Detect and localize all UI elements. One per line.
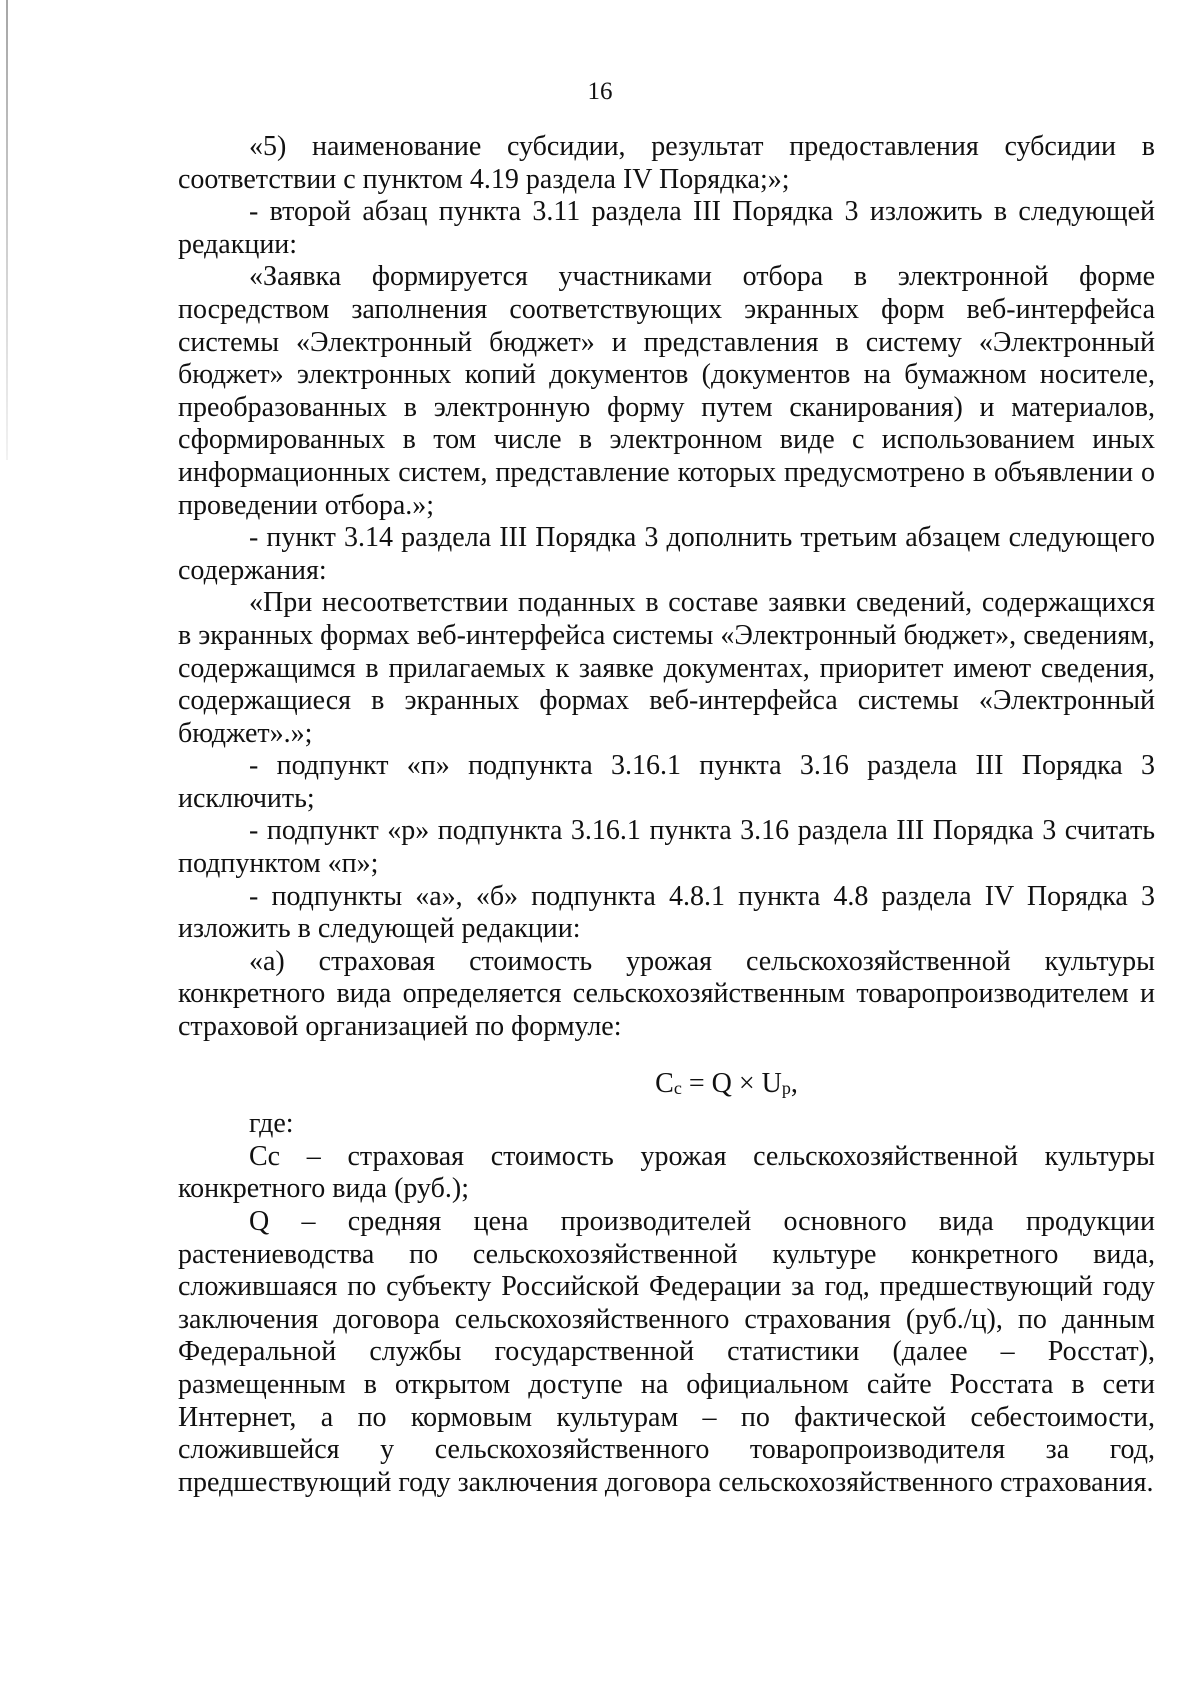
document-body: [178, 131, 1155, 1499]
paragraph-amend-3-16-1-r: - подпункт «р» подпункта 3.16.1 пункта 3.16 раздела III Порядка 3 считать подпунктом «п»;: [178, 815, 1155, 880]
paragraph-item-5: «5) наименование субсидии, результат предоставления субсидии в соответствии с пунктом 4.19 раздела IV Порядка;»;: [178, 131, 1155, 195]
paragraph-quote-discrepancy: «При несоответствии поданных в составе заявки сведений, содержащихся в экранных формах веб-интерфейса системы «Электронный бюджет», сведениям, содержащимся в прилагаемых к заявке документах, приоритет имеют сведения, содержащиеся в экранных формах веб-интерфейса системы «Электронный бюджет».»;: [178, 587, 1155, 749]
paragraph-amend-3-16-1-p: - подпункт «п» подпункта 3.16.1 пункта 3.16 раздела III Порядка 3 исключить;: [178, 750, 1155, 814]
formula-tail: ,: [790, 1067, 798, 1099]
paragraph-amend-3-14: - пункт 3.14 раздела III Порядка 3 дополнить третьим абзацем следующего содержания:: [178, 522, 1155, 586]
scan-edge-shadow: [6, 0, 8, 460]
page-number: 16: [587, 78, 613, 105]
paragraph-quote-insured-value: «а) страховая стоимость урожая сельскохозяйственной культуры конкретного вида определяется сельскохозяйственным товаропроизводителем и страховой организацией по формуле:: [178, 945, 1155, 1043]
formula-lhs-subscript: c: [673, 1077, 682, 1098]
paragraph-amend-4-8-1: - подпункты «а», «б» подпункта 4.8.1 пункта 4.8 раздела IV Порядка 3 изложить в следующей редакции:: [178, 880, 1155, 945]
paragraph-where: где:: [249, 1108, 294, 1140]
paragraph-amend-3-11: - второй абзац пункта 3.11 раздела III Порядка 3 изложить в следующей редакции:: [178, 196, 1155, 260]
formula: [178, 1068, 1155, 1105]
paragraph-def-q: Q – средняя цена производителей основного вида продукции растениеводства по сельскохозяйственной культуре конкретного вида, сложившаяся по субъекту Российской Федерации за год, предшествующий году заключения договора сельскохозяйственного страхования (руб./ц), по данным Федеральной службы государственной статистики (далее – Росстат), размещенным в открытом доступе на официальном сайте Росстата в сети Интернет, а по кормовым культурам – по фактической себестоимости, сложившейся у сельскохозяйственного товаропроизводителя за год, предшествующий году заключения договора сельскохозяйственного страхования.: [178, 1206, 1155, 1498]
paragraph-def-cc: Cс – страховая стоимость урожая сельскохозяйственной культуры конкретного вида (руб.);: [178, 1140, 1155, 1205]
formula-middle: = Q × U: [681, 1067, 782, 1099]
formula-lhs: C: [655, 1067, 674, 1099]
formula-rhs-subscript: p: [781, 1077, 791, 1098]
paragraph-quote-application: «Заявка формируется участниками отбора в электронной форме посредством заполнения соответствующих экранных форм веб-интерфейса системы «Электронный бюджет» и представления в систему «Электронный бюджет» электронных копий документов (документов на бумажном носителе, преобразованных в электронную форму путем сканирования) и материалов, сформированных в том числе в электронном виде с использованием иных информационных систем, представление которых предусмотрено в объявлении о проведении отбора.»;: [178, 261, 1155, 521]
